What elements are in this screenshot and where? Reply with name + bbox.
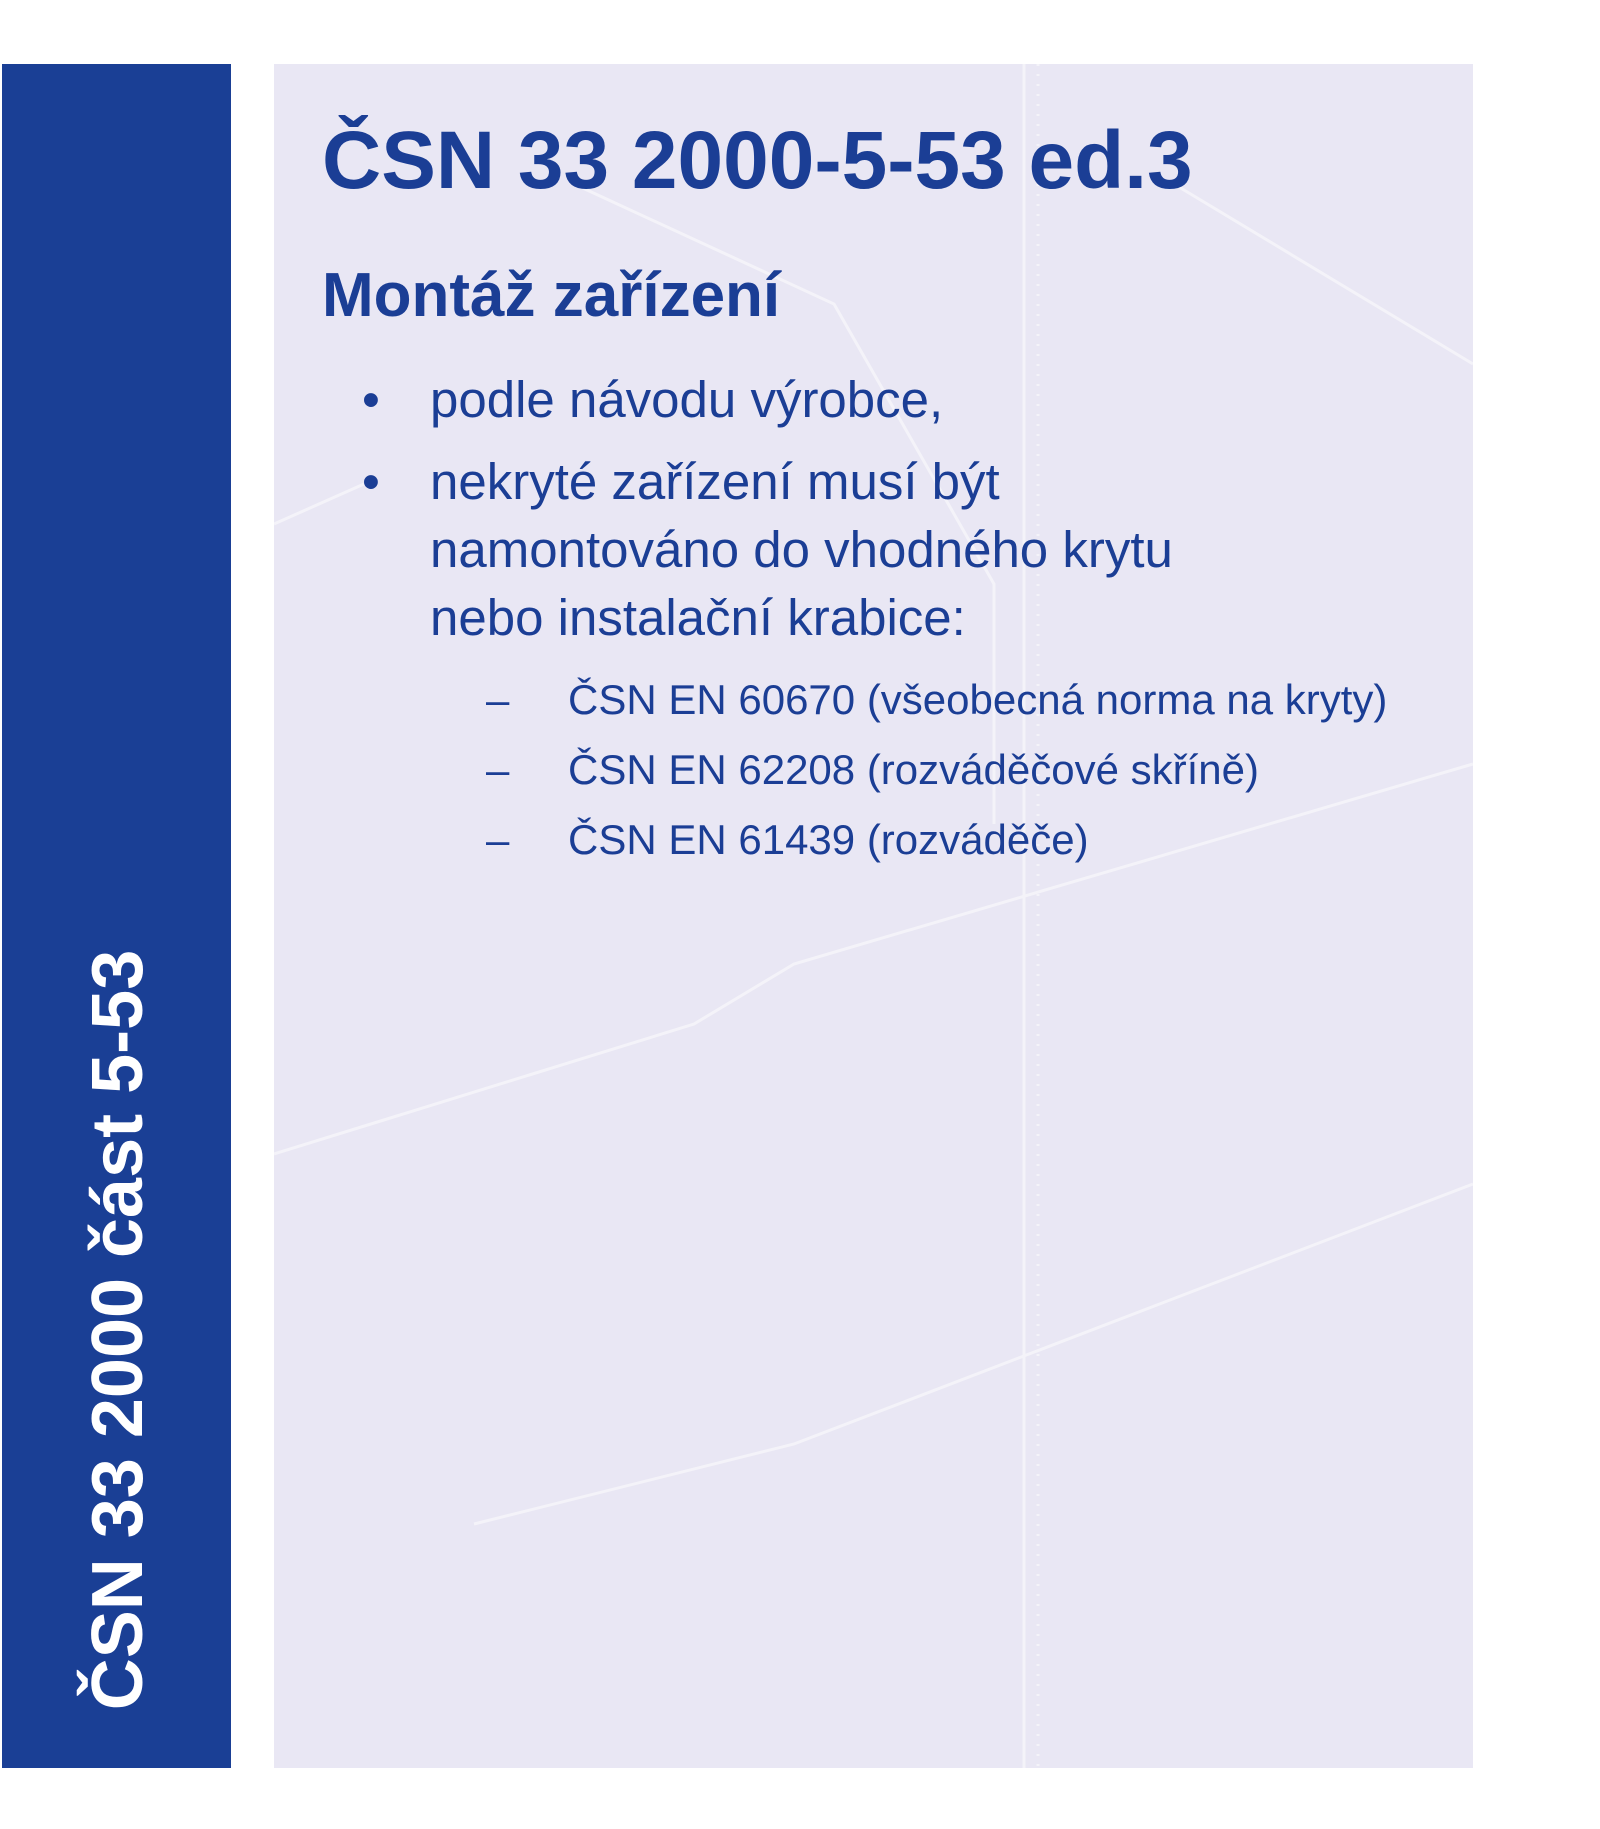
- sub-bullet-list: [322, 672, 1422, 868]
- dash-marker: –: [486, 676, 510, 723]
- dash-marker: –: [486, 816, 510, 863]
- slide-panel: [274, 64, 1473, 1768]
- slide-subtitle: Montáž zařízení: [322, 261, 781, 330]
- sub-bullet-text: ČSN EN 60670 (všeobecná norma na kryty): [568, 676, 1388, 723]
- sidebar-label: ČSN 33 2000 část 5-53: [78, 949, 158, 1711]
- bullet-text: nekryté zařízení musí být namontováno do vhodného krytu nebo instalační krabice:: [430, 453, 1173, 646]
- sub-bullet-text: ČSN EN 62208 (rozváděčové skříně): [568, 746, 1259, 793]
- sub-bullet-text: ČSN EN 61439 (rozváděče): [568, 816, 1089, 863]
- bullet-item: [322, 366, 1422, 434]
- bullet-marker: •: [362, 453, 380, 510]
- sidebar-band: [2, 64, 231, 1768]
- bullet-text: podle návodu výrobce,: [430, 371, 944, 428]
- sub-bullet-item: [322, 672, 1428, 728]
- slide-title: ČSN 33 2000-5-53 ed.3: [322, 115, 1193, 206]
- dash-marker: –: [486, 746, 510, 793]
- bullet-list: [322, 366, 1422, 882]
- sub-bullet-item: [322, 812, 1428, 868]
- bullet-item: [322, 448, 1250, 652]
- sub-bullet-item: [322, 742, 1428, 798]
- bullet-marker: •: [362, 371, 380, 428]
